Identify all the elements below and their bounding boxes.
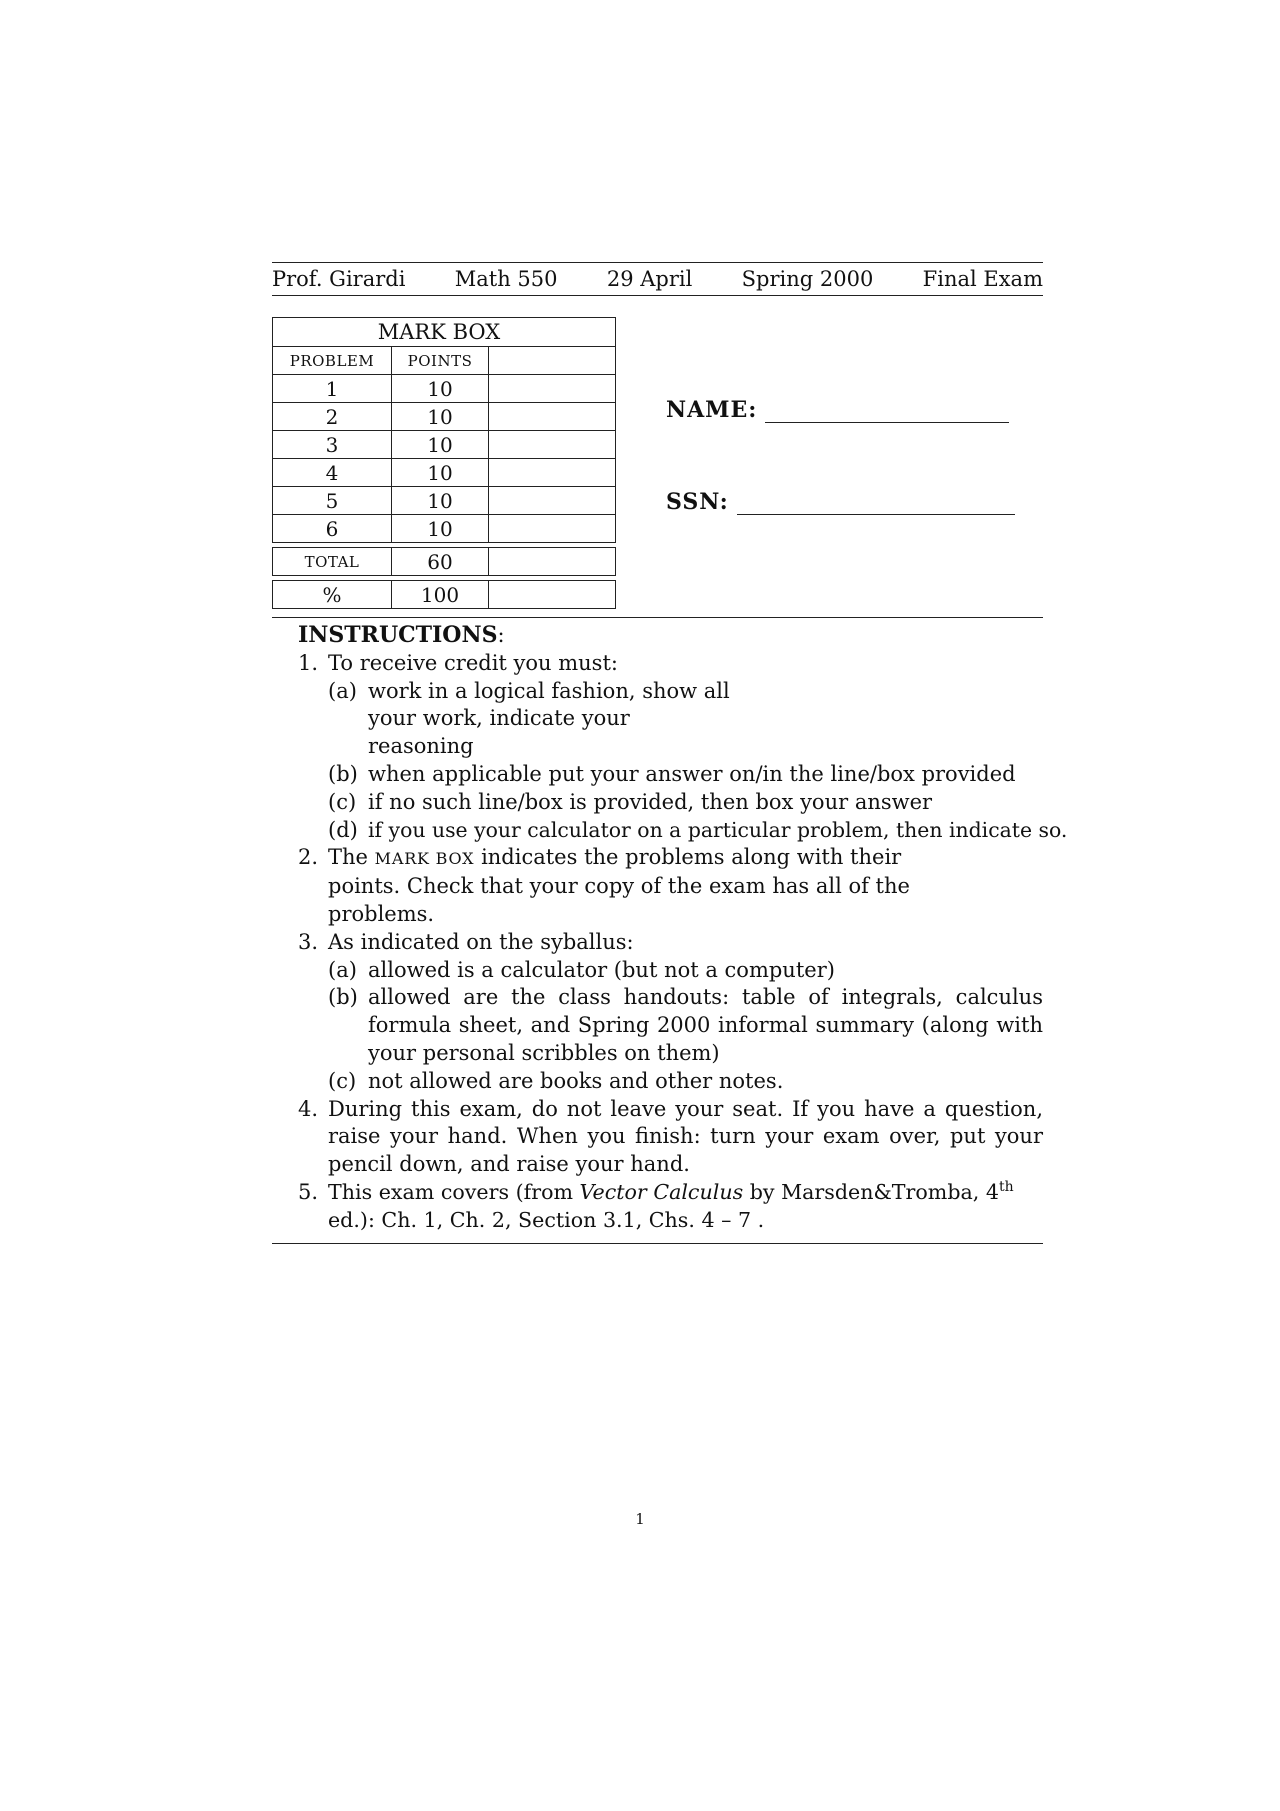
instructions-heading: INSTRUCTIONS:	[298, 622, 505, 648]
problem-points: 10	[392, 375, 489, 402]
ssn-label: SSN:	[666, 489, 729, 515]
instruction-item: 4. During this exam, do not leave your seat. If you have a question, raise your hand. When you finish: turn your exam over, put your pencil down, and raise your hand.	[298, 1096, 1043, 1177]
mark-box-row	[272, 459, 616, 487]
instruction-subitem: (c) if no such line/box is provided, then box your answer	[328, 789, 933, 814]
instruction-subitem: (a) work in a logical fashion, show all your work, indicate your reasoning	[328, 678, 730, 759]
instruction-item: 3. As indicated on the syballus: (a) allowed is a calculator (but not a computer) (b) allowed are the class handouts: table of integrals, calculus formula sheet, and Spring 2000 informal summary (along with your personal scribbles on them) (c) not allowed are books and other notes.	[298, 929, 1043, 1096]
score-cell[interactable]	[489, 515, 615, 542]
top-block	[272, 317, 1043, 618]
mark-box-title: MARK BOX	[272, 317, 616, 347]
score-cell[interactable]	[489, 431, 615, 458]
points-column-header: POINTS	[392, 347, 489, 374]
score-cell[interactable]	[489, 403, 615, 430]
problem-number: 5	[273, 487, 392, 514]
name-blank-line[interactable]	[765, 400, 1009, 423]
problem-column-header: PROBLEM	[273, 347, 392, 374]
ssn-field	[666, 489, 1015, 515]
percent-score-cell[interactable]	[489, 581, 615, 608]
total-label: TOTAL	[273, 548, 392, 575]
problem-points: 10	[392, 487, 489, 514]
score-column-header	[489, 347, 615, 374]
instruction-subitem: (c) not allowed are books and other notes.	[328, 1068, 784, 1093]
score-cell[interactable]	[489, 487, 615, 514]
mark-box-row	[272, 375, 616, 403]
problem-number: 1	[273, 375, 392, 402]
instruction-item: 1. To receive credit you must: (a) work in a logical fashion, show all your work, indicate your reasoning (b) when applicable put your answer on/in the line/box provided (c) if no such line/box is provided, then box your answer (d) if you use your calculator on a particular problem, then indicate so.	[298, 650, 1043, 845]
mark-box-header-row	[272, 347, 616, 375]
score-cell[interactable]	[489, 375, 615, 402]
course-name: Math 550	[454, 267, 558, 291]
score-cell[interactable]	[489, 459, 615, 486]
exam-header	[272, 262, 1043, 296]
problem-points: 10	[392, 431, 489, 458]
problem-number: 2	[273, 403, 392, 430]
ssn-blank-line[interactable]	[737, 492, 1015, 515]
page-number: 1	[635, 1510, 645, 1528]
problem-points: 10	[392, 459, 489, 486]
instruction-subitem: (b) when applicable put your answer on/in the line/box provided	[328, 761, 1016, 786]
mark-box-row	[272, 403, 616, 431]
problem-number: 4	[273, 459, 392, 486]
instruction-subitem: (b) allowed are the class handouts: table of integrals, calculus formula sheet, and Spring 2000 informal summary (along with your personal scribbles on them)	[328, 985, 1043, 1065]
mark-box-total-row	[272, 547, 616, 576]
professor-name: Prof. Girardi	[272, 267, 406, 291]
instruction-item: 2. The MARK BOX indicates the problems along with their points. Check that your copy of the exam has all of the problems.	[298, 845, 910, 926]
name-field	[666, 397, 1009, 423]
instruction-item: 5. This exam covers (from Vector Calculus by Marsden&Tromba, 4th ed.): Ch. 1, Ch. 2, Section 3.1, Chs. 4 – 7 .	[298, 1179, 1014, 1232]
exam-cover-page	[272, 262, 1068, 1244]
mark-box-row	[272, 515, 616, 543]
exam-type: Final Exam	[922, 267, 1043, 291]
exam-term: Spring 2000	[741, 267, 874, 291]
percent-label: %	[273, 581, 392, 608]
mark-box-row	[272, 487, 616, 515]
problem-points: 10	[392, 515, 489, 542]
book-title: Vector Calculus	[579, 1179, 744, 1204]
problem-number: 6	[273, 515, 392, 542]
bottom-divider	[272, 1243, 1043, 1244]
problem-points: 10	[392, 403, 489, 430]
instruction-subitem: (a) allowed is a calculator (but not a computer)	[328, 957, 835, 982]
percent-points: 100	[392, 581, 489, 608]
student-id-block	[616, 317, 1043, 617]
name-label: NAME:	[666, 397, 758, 423]
mark-box	[272, 317, 616, 617]
instructions	[298, 622, 1068, 1235]
exam-date: 29 April	[606, 267, 693, 291]
mark-box-percent-row	[272, 580, 616, 609]
mark-box-row	[272, 431, 616, 459]
instruction-subitem: (d) if you use your calculator on a particular problem, then indicate so.	[328, 817, 1068, 842]
total-points: 60	[392, 548, 489, 575]
total-score-cell[interactable]	[489, 548, 615, 575]
problem-number: 3	[273, 431, 392, 458]
